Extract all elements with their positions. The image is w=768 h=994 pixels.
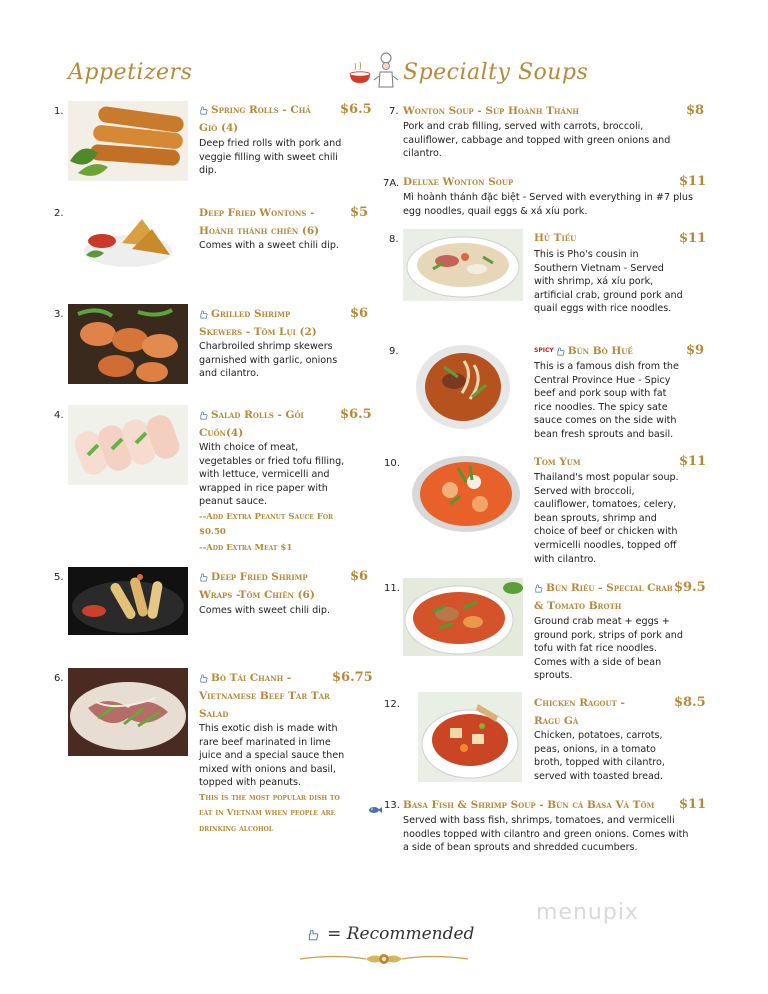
chicken-ragout-photo (418, 692, 522, 782)
soup-description: Ground crab meat + eggs + ground pork, strips of pork and tofu with fat rice noodles. Comes with a side of bean sprouts. (534, 616, 683, 682)
soup-title: Tom Yum (534, 456, 581, 468)
spring-rolls-photo (68, 101, 188, 181)
soup-description: Mì hoành thánh đặc biệt - Served with everything in #7 plus egg noodles, quail eggs & xá xíu pork. (403, 192, 693, 217)
fish-icon (368, 800, 382, 810)
menupix-watermark: menupix (536, 900, 639, 925)
recommended-hand-icon (199, 106, 208, 115)
appetizer-price: $6.5 (340, 407, 372, 422)
appetizer-title: Grilled Shrimp Skewers - Tôm Lụi (2) (199, 308, 317, 338)
appetizer-title: Deep Fried Shrimp Wraps -Tôm Chiên (6) (199, 571, 315, 601)
appetizer-description: This exotic dish is made with rare beef marinated in lime juice and a special sauce then mixed with onions and basil, topped with peanuts. (199, 723, 345, 789)
spicy-badge: SPICY (534, 347, 554, 354)
soup-price: $9 (686, 343, 705, 358)
appetizer-price: $6 (350, 569, 369, 584)
recommended-hand-icon (199, 411, 208, 420)
soup-price: $8.5 (674, 695, 706, 710)
salad-rolls-photo (68, 405, 188, 485)
soup-title: Deluxe Wonton Soup (403, 176, 514, 188)
soup-title: Bún Riêu - Special Crab & Tomato Broth (534, 582, 673, 612)
item-number: 3. (54, 309, 64, 320)
soup-price: $11 (679, 174, 707, 189)
recommended-hand-icon (556, 347, 565, 356)
item-number: 12. (384, 699, 400, 710)
item-number: 5. (54, 572, 64, 583)
soup-price: $9.5 (674, 580, 706, 595)
recommended-legend-text: = Recommended (327, 924, 475, 944)
appetizer-description: With choice of meat, vegetables or fried tofu filling, with lettuce, vermicelli and wrapped in rice paper with peanut sauce. (199, 442, 345, 508)
item-number: 9. (389, 346, 399, 357)
appetizer-price: $6.5 (340, 102, 372, 117)
appetizer-note: This is the most popular dish to eat in Vietnam when people are drinking alcohol (199, 793, 340, 834)
soups-heading: Specialty Soups (403, 60, 589, 85)
appetizer-price: $6.75 (332, 670, 373, 685)
appetizer-description: Charbroiled shrimp skewers garnished with garlic, onions and cilantro. (199, 341, 338, 380)
item-number: 7. (389, 106, 399, 117)
appetizer-description: Comes with sweet chili dip. (199, 605, 331, 616)
fried-wontons-photo (82, 207, 174, 273)
chef-icon (346, 50, 402, 90)
appetizers-heading: Appetizers (68, 60, 193, 85)
soup-description: Chicken, potatoes, carrots, peas, onions, in a tomato broth, topped with cilantro, served with toasted bread. (534, 730, 665, 782)
ornament-divider (296, 948, 472, 970)
appetizer-price: $6 (350, 306, 369, 321)
appetizer-description: Deep fried rolls with pork and veggie filling with sweet chili dip. (199, 138, 342, 177)
soup-title: Hủ Tiếu (534, 232, 577, 244)
appetizer-note: --Add Extra Meat $1 (199, 543, 293, 553)
hu-tieu-photo (403, 229, 523, 301)
recommended-legend (307, 924, 474, 946)
appetizer-title: Bò Tái Chanh - Vietnamese Beef Tar Tar Salad (199, 672, 330, 720)
recommended-hand-icon (199, 310, 208, 319)
soup-title: Wonton Soup - Súp Hoành Thánh (403, 105, 579, 117)
item-number: 13. (384, 800, 400, 811)
soup-description: This is a famous dish from the Central Province Hue - Spicy beef and pork soup with fat rice noodles. The spicy sate sauce comes on the side with bean fresh sprouts and basil. (534, 361, 679, 440)
soup-description: Served with bass fish, shrimps, tomatoes, and vermicelli noodles topped with cilantro and green onions. Comes with a side of bean sprouts and shredded cucumbers. (403, 815, 689, 854)
soup-description: Thailand's most popular soup. Served with broccoli, cauliflower, tomatoes, celery, bean sprouts, shrimp and choice of beef or chicken with vermicelli noodles, topped off with cilantro. (534, 472, 679, 565)
soup-title: Basa Fish & Shrimp Soup - Bún cá Basa Và Tôm (403, 799, 655, 811)
soup-price: $11 (679, 797, 707, 812)
item-number: 2. (54, 208, 64, 219)
item-number: 11. (384, 583, 400, 594)
item-number: 10. (384, 458, 400, 469)
soup-price: $8 (686, 103, 705, 118)
soup-description: Pork and crab filling, served with carrots, broccoli, cauliflower, cabbage and topped with green onions and cilantro. (403, 121, 671, 160)
tom-yum-photo (410, 452, 522, 534)
item-number: 6. (54, 673, 64, 684)
appetizer-price: $5 (350, 205, 369, 220)
item-number: 7A. (383, 178, 400, 189)
recommended-hand-icon (199, 573, 208, 582)
appetizer-title: Salad Rolls - Gỏi Cuốn(4) (199, 409, 304, 439)
recommended-hand-icon (199, 674, 208, 683)
soup-title: SPICY Bún Bò Huế (534, 342, 674, 360)
recommended-hand-icon (307, 929, 319, 941)
bun-rieu-photo (403, 578, 523, 656)
appetizer-description: Comes with a sweet chili dip. (199, 240, 339, 251)
item-number: 4. (54, 410, 64, 421)
soup-price: $11 (679, 231, 707, 246)
item-number: 1. (54, 106, 64, 117)
appetizer-title: Deep Fried Wontons - Hoành thánh chiên (6) (199, 207, 320, 237)
soup-description: This is Pho's cousin in Southern Vietnam - Served with shrimp, xá xíu pork, artificial crab, ground pork and quail eggs with rice noodles. (534, 249, 683, 315)
shrimp-wraps-photo (68, 567, 188, 635)
soup-price: $11 (679, 454, 707, 469)
appetizer-note: --Add Extra Peanut Sauce For $0.50 (199, 512, 334, 538)
recommended-hand-icon (534, 584, 543, 593)
item-number: 8. (389, 234, 399, 245)
shrimp-skewers-photo (68, 304, 188, 384)
bun-bo-hue-photo (414, 341, 512, 431)
soup-title: Chicken Ragout - Ragu Gà (534, 697, 625, 727)
beef-salad-photo (68, 668, 188, 756)
appetizer-title: Spring Rolls - Chả Giò (4) (199, 104, 311, 134)
